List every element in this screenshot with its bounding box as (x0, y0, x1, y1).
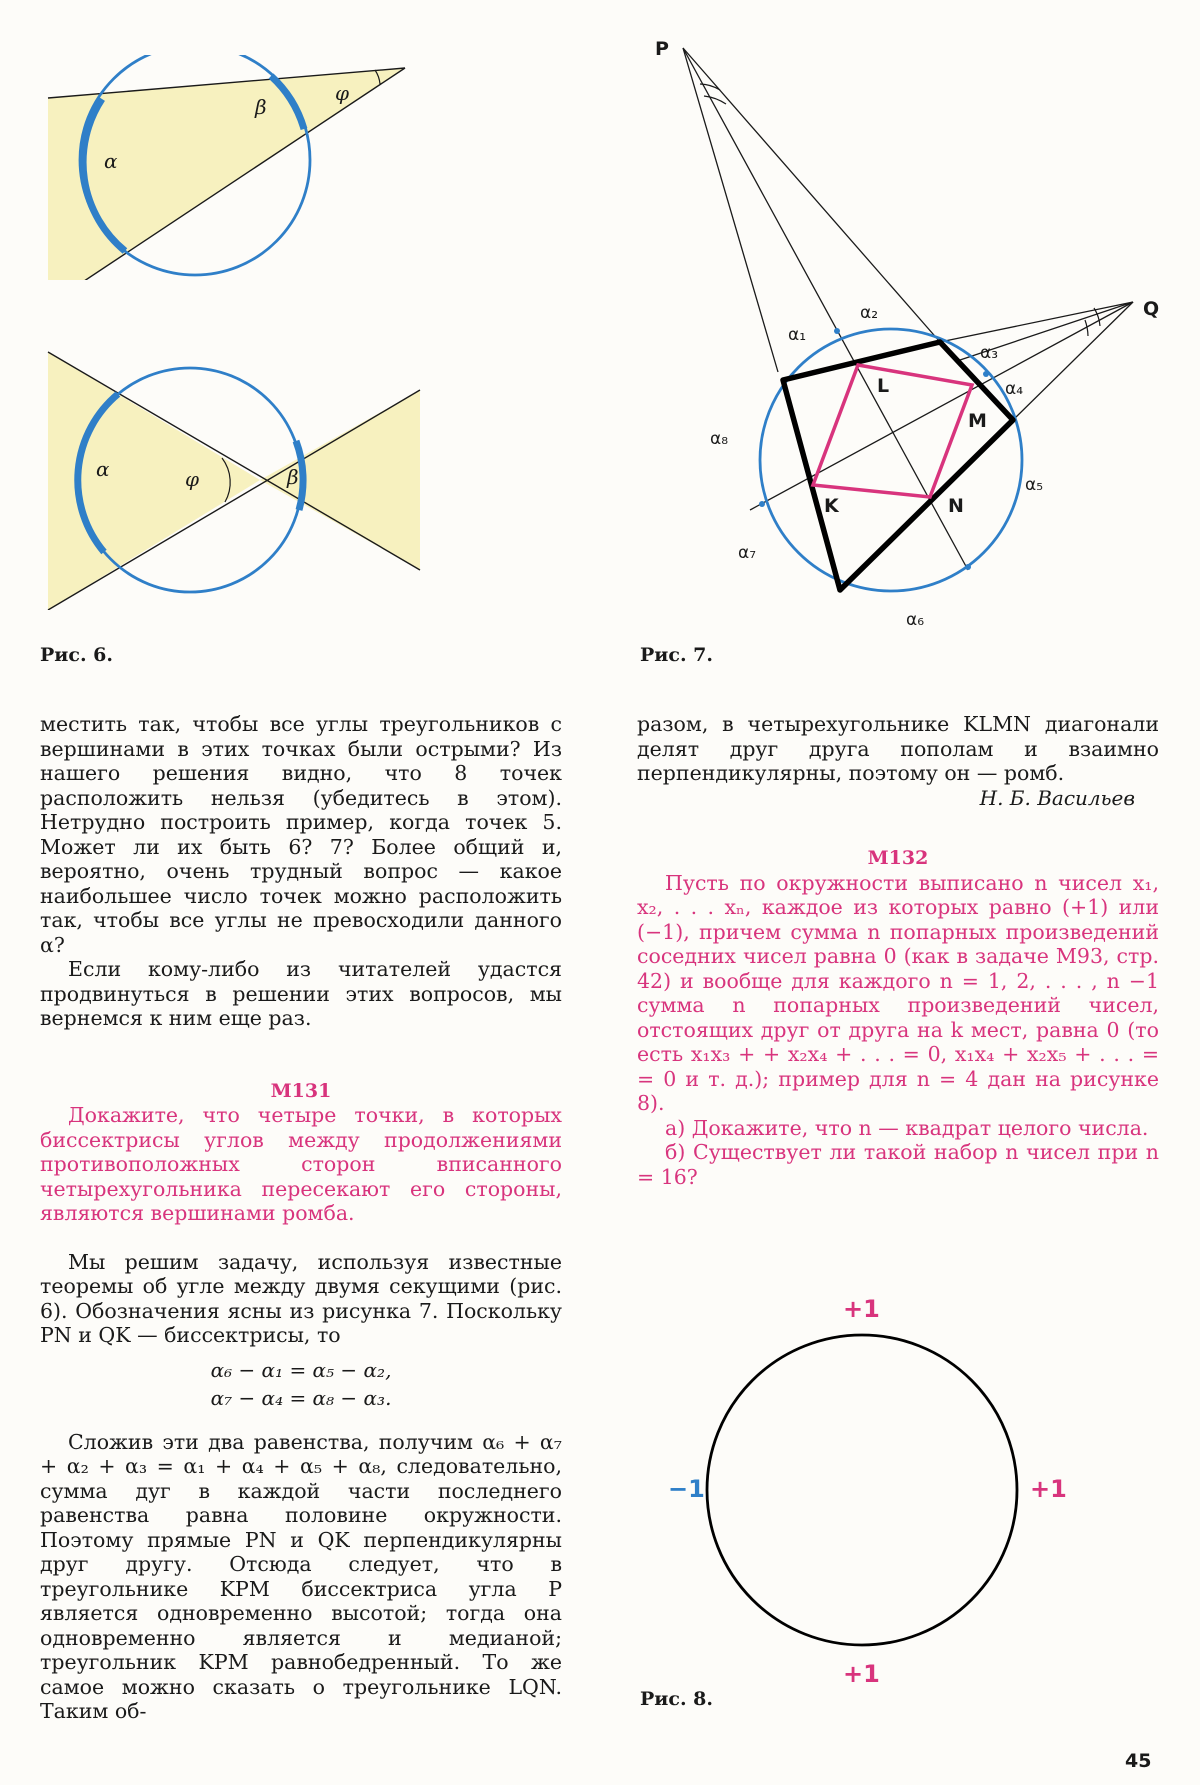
formula-2: α₇ − α₄ = α₈ − α₃. (210, 1385, 392, 1410)
problem-m132-part-a: а) Докажите, что n — квадрат целого числа. (665, 1115, 1149, 1140)
arc-point (759, 501, 765, 507)
label-Q: Q (1143, 298, 1160, 320)
inscribed-quadrilateral (783, 342, 1013, 590)
bisector-PN (683, 48, 968, 570)
formula-1: α₆ − α₁ = α₅ − α₂, (210, 1357, 392, 1382)
label-alpha-2: α₂ (860, 303, 879, 323)
label-alpha-8: α₈ (710, 429, 729, 449)
line-Q-lower (1013, 302, 1133, 420)
circle (707, 1335, 1017, 1645)
label-alpha-1: α₁ (788, 325, 807, 345)
arc-point (965, 564, 971, 570)
circumcircle (760, 329, 1022, 591)
figure-8 (660, 1290, 1080, 1690)
label-K: K (824, 495, 839, 517)
fig8-top-sign: +1 (843, 1295, 880, 1323)
solution-paragraph-1: Мы решим задачу, используя известные теоремы об угле между двумя секущими (рис. 6). Обозначения ясны из рисунка 7. Поскольку PN и QK — биссектрисы, то (40, 1249, 562, 1347)
label-alpha-7: α₇ (738, 543, 757, 563)
angle-mark-P (704, 96, 726, 104)
label-alpha-5: α₅ (1025, 475, 1044, 495)
arc-point (834, 328, 840, 334)
solution-end: разом, в четырехугольнике KLMN диагонали делят друг друга пополам и взаимно перпендикулярны, поэтому он — ромб. (637, 712, 1159, 785)
paragraph-intro-2: Если кому-либо из читателей удастся продвинуться в решении этих вопросов, мы вернемся к ним еще раз. (40, 957, 562, 1030)
label-N: N (948, 495, 964, 517)
label-alpha-3: α₃ (980, 343, 999, 363)
figure-8-caption: Рис. 8. (640, 1688, 714, 1710)
problem-m131-title: М131 (270, 1079, 332, 1102)
line-P-lower (683, 48, 778, 372)
label-L: L (877, 375, 890, 397)
fig8-right-sign: +1 (1030, 1475, 1067, 1503)
figure-7 (640, 30, 1170, 650)
formula-line-1 (40, 1356, 562, 1412)
solution-paragraph-2: Сложив эти два равенства, получим α₆ + α₇ + α₂ + α₃ = α₁ + α₄ + α₅ + α₈, следовательно, сумма дуг в каждой части последнего равенства равна половине окружности. Поэтому прямые PN и QK перпендикулярны друг другу. Отсюда следует, что в треугольнике KPM биссектриса угла P является одновременно высотой; тогда она одновременно является и медианой; треугольник KPM равнобедренный. То же самое можно сказать о треугольнике LQN. Таким об- (40, 1429, 562, 1723)
left-column (40, 712, 562, 1724)
line-P-upper (683, 48, 940, 342)
arc-point (983, 371, 989, 377)
problem-m132-title: М132 (867, 847, 929, 869)
problem-m131-text: Докажите, что четыре точки, в которых биссектрисы углов между продолжениями противоположных сторон вписанного четырехугольника пересекают его стороны, являются вершинами ромба. (40, 1103, 562, 1225)
problem-m132-text: Пусть по окружности выписано n чисел x₁, x₂, . . . xₙ, каждое из которых равно (+1) или (−1), причем сумма n попарных произведений соседних чисел равна 0 (как в задаче М93, стр. 42) и вообще для каждого n = 1, 2, . . . , n −1 сумма n попарных произведений чисел, отстоящих друг от друга на k мест, равна 0 (то есть x₁x₃ + + x₂x₄ + . . . = 0, x₁x₄ + x₂x₅ + . . . = = 0 и т. д.); пример для n = 4 дан на рисунке 8). (637, 870, 1159, 1115)
label-P: P (655, 38, 669, 60)
label-alpha-6: α₆ (906, 610, 925, 630)
label-alpha-4: α₄ (1005, 379, 1024, 399)
label-beta: β (255, 95, 267, 119)
paragraph-intro: местить так, чтобы все углы треугольников с вершинами в этих точках были острыми? Из нашего решения видно, что 8 точек расположить нельзя (убедитесь в этом). Нетрудно построить пример, когда точек 5. Может ли их быть 6? 7? Более общий и, вероятно, очень трудный вопрос — какое наибольшее число точек можно расположить так, чтобы все углы не превосходили данного α? (40, 712, 562, 957)
figure-6-bottom (40, 345, 430, 610)
line-Q-upper (940, 302, 1133, 342)
author: Н. Б. Васильев (979, 785, 1135, 810)
fig8-bottom-sign: +1 (843, 1660, 880, 1688)
label-M: M (968, 410, 987, 432)
label-alpha: α (96, 457, 110, 481)
figure-6-caption: Рис. 6. (40, 644, 114, 666)
label-alpha: α (104, 149, 118, 173)
label-phi: φ (185, 467, 200, 491)
fig8-left-sign: −1 (668, 1475, 705, 1503)
right-column (637, 712, 1159, 1189)
page-number: 45 (1125, 1750, 1152, 1772)
label-phi: φ (335, 81, 350, 105)
label-beta: β (287, 465, 299, 489)
figure-7-caption: Рис. 7. (640, 644, 714, 666)
figure-6-top (40, 55, 420, 280)
problem-m132-part-b: б) Существует ли такой набор n чисел при n = 16? (637, 1140, 1159, 1189)
